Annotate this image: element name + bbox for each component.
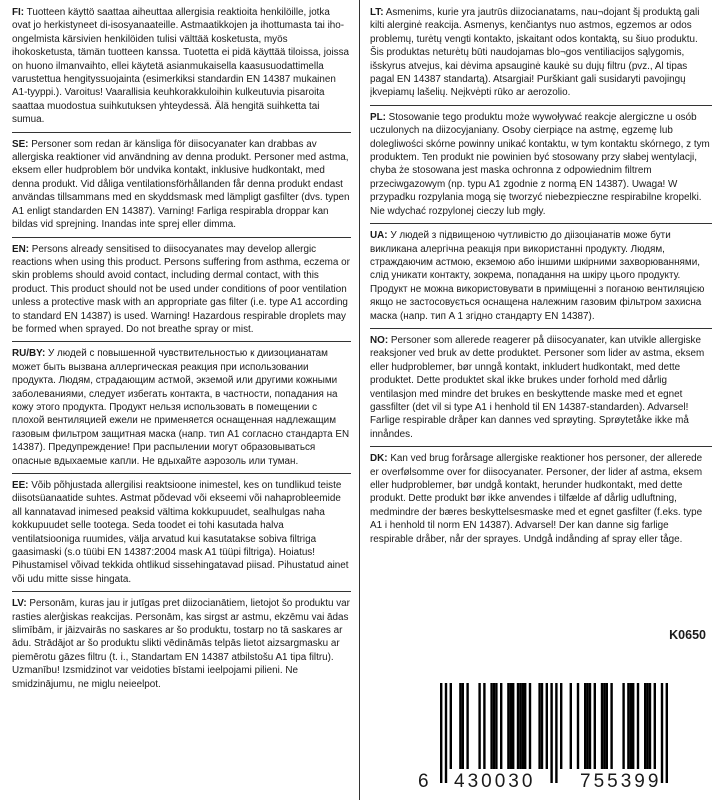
barcode-bar — [459, 683, 461, 769]
barcode-bar — [632, 683, 634, 769]
section-ee — [12, 479, 351, 592]
warning-text: Persons already sensitised to diisocyanates may develop allergic reactions when using this product. Persons suffering from asthma, eczema or skin problems should avoid contact, including dermal contact, with this product. This product should not be used under conditions of poor ventilation unless a protective mask with an appropriate gas filter (i.e. type A1 according to standard EN 14387) is used. Warning! Hazardous respirable droplets may be formed when sprayed. Do not breathe spray or mist. — [12, 243, 350, 335]
section-lv — [12, 597, 351, 696]
barcode-bar — [493, 683, 495, 769]
barcode-bar — [586, 683, 588, 769]
barcode-bar — [450, 683, 452, 769]
barcode-bars — [418, 683, 710, 783]
warning-text: Personer som allerede reagerer på diisocyanater, kan utvikle allergiske reaksjoner ved bruk av dette produktet. Personer som lider av astma, eksem eller hudproblemer, bør unngå kontakt, inkludert hudkontakt, med dette produktet. Dette produktet skal ikke brukes under forhold med dårlig ventilasjon med mindre det brukes en beskyttende maske med et egnet gassfilter (det vil si type A1 i henhold til EN 14387-standarden). Advarsel! Farlige respirable dråper kan dannes ved sprøyting. Sprøytetåke ikke må innåndes. — [370, 334, 705, 440]
barcode-digits — [418, 771, 710, 793]
lang-code: NO: — [370, 334, 389, 346]
barcode-bar — [637, 683, 639, 769]
lang-code: PL: — [370, 111, 386, 123]
barcode-bar — [522, 683, 524, 769]
barcode-bar — [555, 683, 557, 783]
barcode-first-digit: 6 — [418, 771, 429, 792]
section-ru-by — [12, 347, 351, 474]
barcode-bar — [524, 683, 526, 769]
warning-text: Asmenims, kurie yra jautrūs diizocianatams, nau¬dojant šį produktą gali kilti alerginė reakcija. Asmenys, kenčiantys nuo astmos, egzemos ar odos problemų, turėtų vengti kontakto, įskaitant odos kontaktą, su šiuo produktu. Šis produktas neturėtų būti naudojamas blo¬gos ventiliacijos sąlygomis, išskyrus atvejus, kai dėvima apsauginė kaukė su dujų filtru (pvz., Al tipas pagal EN 14387 standartą). Atsargiai! Purškiant gali susidaryti pavojingų įkvepiamų lašelių. Neįkvėpti rūko ar aerozolio. — [370, 7, 700, 99]
barcode-bar — [440, 683, 442, 783]
section-en — [12, 243, 351, 343]
barcode-bar — [646, 683, 648, 769]
warning-text: У людей с повышенной чувствительностью к диизоцианатам может быть вызвана аллергическая реакция при использовании продукта. Людям, страдающим астмой, экземой или другими кожными заболеваниями, следует избегать контакта, в частности, попадания на кожу этого продукта. Продукт нельзя использовать в помещении с плохой вентиляцией ежели не применяется оснащенная надлежащим газовым фильтром защитная маска (напр. тип A1 согласно стандарта EN 14387). Предупреждение! При распылении могут образовываться опасные вдыхаемые капли. Не вдыхайте аэрозоль или туман. — [12, 348, 350, 467]
barcode-bar — [601, 683, 603, 769]
lang-code: EE: — [12, 480, 29, 491]
warning-text: Stosowanie tego produktu może wywoływać reakcje alergiczne u osób uczulonych na diizocyjaniany. Osoby cierpiące na astmę, egzemę lub dolegliwości skórne powinny unikać kontaktu, w tym kontaktu skórnego, z tym produktem. Ten produkt nie powinien być stosowany przy słabej wentylacji, chyba że stosowana jest maska ochronna z odpowiednim filtrem przeciwgazowym (np. typu A1 zgodnie z normą EN 14387). Uwaga! W przypadku rozpylania mogą się tworzyć niebezpieczne respirabilne kropelki. Nie wdychać rozpylonej cieczy lub mgły. — [370, 111, 710, 217]
barcode-bar — [546, 683, 548, 769]
barcode-bar — [570, 683, 572, 769]
barcode-bar — [644, 683, 646, 769]
warning-text: Personām, kuras jau ir jutīgas pret diizocianātiem, lietojot šo produktu var rasties alerģiskas reakcijas. Personām, kas sirgst ar astmu, ekzēmu vai ādas slimībām, ir jāizvairās no saskares ar šo produktu, tostarp no tā saskares ar ādu. Strādājot ar šo produktu slikti vēdināmās telpās lietot aizsargmasku ar piemērotu gāzes filtru (t. i., Standartam EN 14387 atbilstošu A1 tipa filtru). Uzmanību! Izsmidzinot var veidoties bīstami ieelpojami pilieni. Ne smidzinājumu, ne miglu neieelpot. — [12, 598, 350, 690]
barcode-bar — [541, 683, 543, 769]
section-lt — [370, 6, 712, 106]
barcode-bar — [529, 683, 531, 769]
barcode-bar — [603, 683, 605, 769]
lang-code: EN: — [12, 243, 30, 255]
barcode-bar — [589, 683, 591, 769]
warning-text: Tuotteen käyttö saattaa aiheuttaa allergisia reaktioita henkilöille, jotka ovat jo herkistyneet di-isosyanaateille. Astmaatikkojen ja ihottumasta tai iho-ongelmista kärsivien henkilöiden tulisi välttää kosketusta, myös ihokosketusta, tämän tuotteen kanssa. Tuotetta ei pidä käyttää tiloissa, joissa on huono ilmanvaihto, ellei käytetä asianmukaisella kaasusuodattimella varustettua hengityssuojainta (esimerkiksi standardin EN 14387 mukainen A1-tyyppi.). Varoitus! Vaarallisia keuhkorakkuloihin kulkeutuvia pisaroita saattaa muodostua suihkutuksen yhteydessä. Älä hengitä suihketta tai sumua. — [12, 7, 350, 126]
section-dk — [370, 452, 712, 551]
barcode-bar — [666, 683, 668, 783]
lang-code: FI: — [12, 7, 25, 18]
barcode-bar — [627, 683, 629, 769]
right-column — [360, 0, 720, 800]
barcode — [418, 683, 710, 793]
barcode-bar — [649, 683, 651, 769]
barcode-bar — [512, 683, 514, 769]
lang-code: RU/BY: — [12, 348, 46, 360]
barcode-bar — [445, 683, 447, 783]
barcode-bar — [577, 683, 579, 769]
lang-code: SE: — [12, 138, 29, 150]
section-pl — [370, 111, 712, 224]
barcode-bar — [550, 683, 552, 783]
barcode-bar — [478, 683, 480, 769]
barcode-bar — [661, 683, 663, 783]
lang-code: DK: — [370, 453, 388, 465]
product-code: K0650 — [669, 628, 706, 642]
lang-code: UA: — [370, 230, 388, 242]
section-se — [12, 138, 351, 238]
section-no — [370, 334, 712, 447]
barcode-bar — [507, 683, 509, 769]
warning-text: Personer som redan är känsliga för diisocyanater kan drabbas av allergiska reaktioner vid användning av denna produkt. Personer med astma, eksem eller hudproblem bör undvika kontakt, inklusive hudkontakt, med denna produkt. Vid dåliga ventilationsförhållanden får denna produkt endast användas tillsammans med en skyddsmask med lämpligt gasfilter (dvs. typen A1 enligt standarden EN 14387). Varning! Farliga respirabla droppar kan bildas vid sprejning. Inandas inte sprej eller dimma. — [12, 138, 350, 231]
barcode-bar — [466, 683, 468, 769]
barcode-bar — [584, 683, 586, 769]
barcode-bar — [610, 683, 612, 769]
barcode-right-group: 755399 — [580, 771, 662, 792]
barcode-left-group: 430030 — [454, 771, 536, 792]
barcode-bar — [594, 683, 596, 769]
barcode-bar — [490, 683, 492, 769]
barcode-bar — [654, 683, 656, 769]
barcode-bar — [517, 683, 519, 769]
barcode-bar — [622, 683, 624, 769]
barcode-bar — [560, 683, 562, 769]
warning-text: Võib põhjustada allergilisi reaktsioone inimestel, kes on tundlikud teiste diisotsüanaatide suhtes. Astmat põdevad või ekseemi või nahaprobleemide all kannatavad inimesed peaksid vältima kokkupuudet, sealhulgas naha kokkupuudet selle tootega. Seda toodet ei tohi kasutada halva ventilatsiooniga ruumides, välja arvatud kui kasutatakse sobiva filtriga gaasimaski (s.o tüübi EN 14387:2004 mask A1 tüüpi filtriga). Hoiatus! Pihustamisel võivad tekkida ohtlikud sissehingatavad piisad. Pihustatud ainet või udu mitte sisse hingata. — [12, 480, 349, 585]
barcode-bar — [538, 683, 540, 769]
barcode-bar — [519, 683, 521, 769]
barcode-bar — [462, 683, 464, 769]
warning-text: У людей з підвищеною чутливістю до діізоціанатів може бути викликана алергічна реакція при використанні продукту. Людям, страждаючим астмою, екземою або іншими шкірними захворюваннями, слід уникати контакту, зокрема, попадання на шкіру цього продукту. Продукт не можна використовувати в приміщенні з поганою вентиляцією якщо не застосовується оснащена належним газовим фільтром захисна маска (напр. тип A 1 згідно стандарту EN 14387). — [370, 230, 705, 322]
warning-text: Kan ved brug forårsage allergiske reaktioner hos personer, der allerede er overfølsomme over for diisocyanater. Personer, der lider af astma, eksem eller hudproblemer, bør undgå kontakt, herunder hudkontakt, med dette produkt. Dette produkt bør ikke anvendes i tilfælde af dårlig udluftning, medmindre der bæres beskyttelsesmaske med et egnet gasfilter (f.eks. type A1 i henhold til norm EN 14387). Advarsel! Der kan danne sig farlige respirable dråber, når der sprayes. Undgå indånding af spray eller tåge. — [370, 453, 703, 545]
section-fi — [12, 6, 351, 133]
section-ua — [370, 229, 712, 329]
lang-code: LV: — [12, 598, 27, 610]
barcode-bar — [606, 683, 608, 769]
lang-code: LT: — [370, 7, 384, 18]
barcode-bar — [510, 683, 512, 769]
barcode-bar — [500, 683, 502, 769]
barcode-bar — [495, 683, 497, 769]
barcode-bar — [483, 683, 485, 769]
barcode-bar — [630, 683, 632, 769]
